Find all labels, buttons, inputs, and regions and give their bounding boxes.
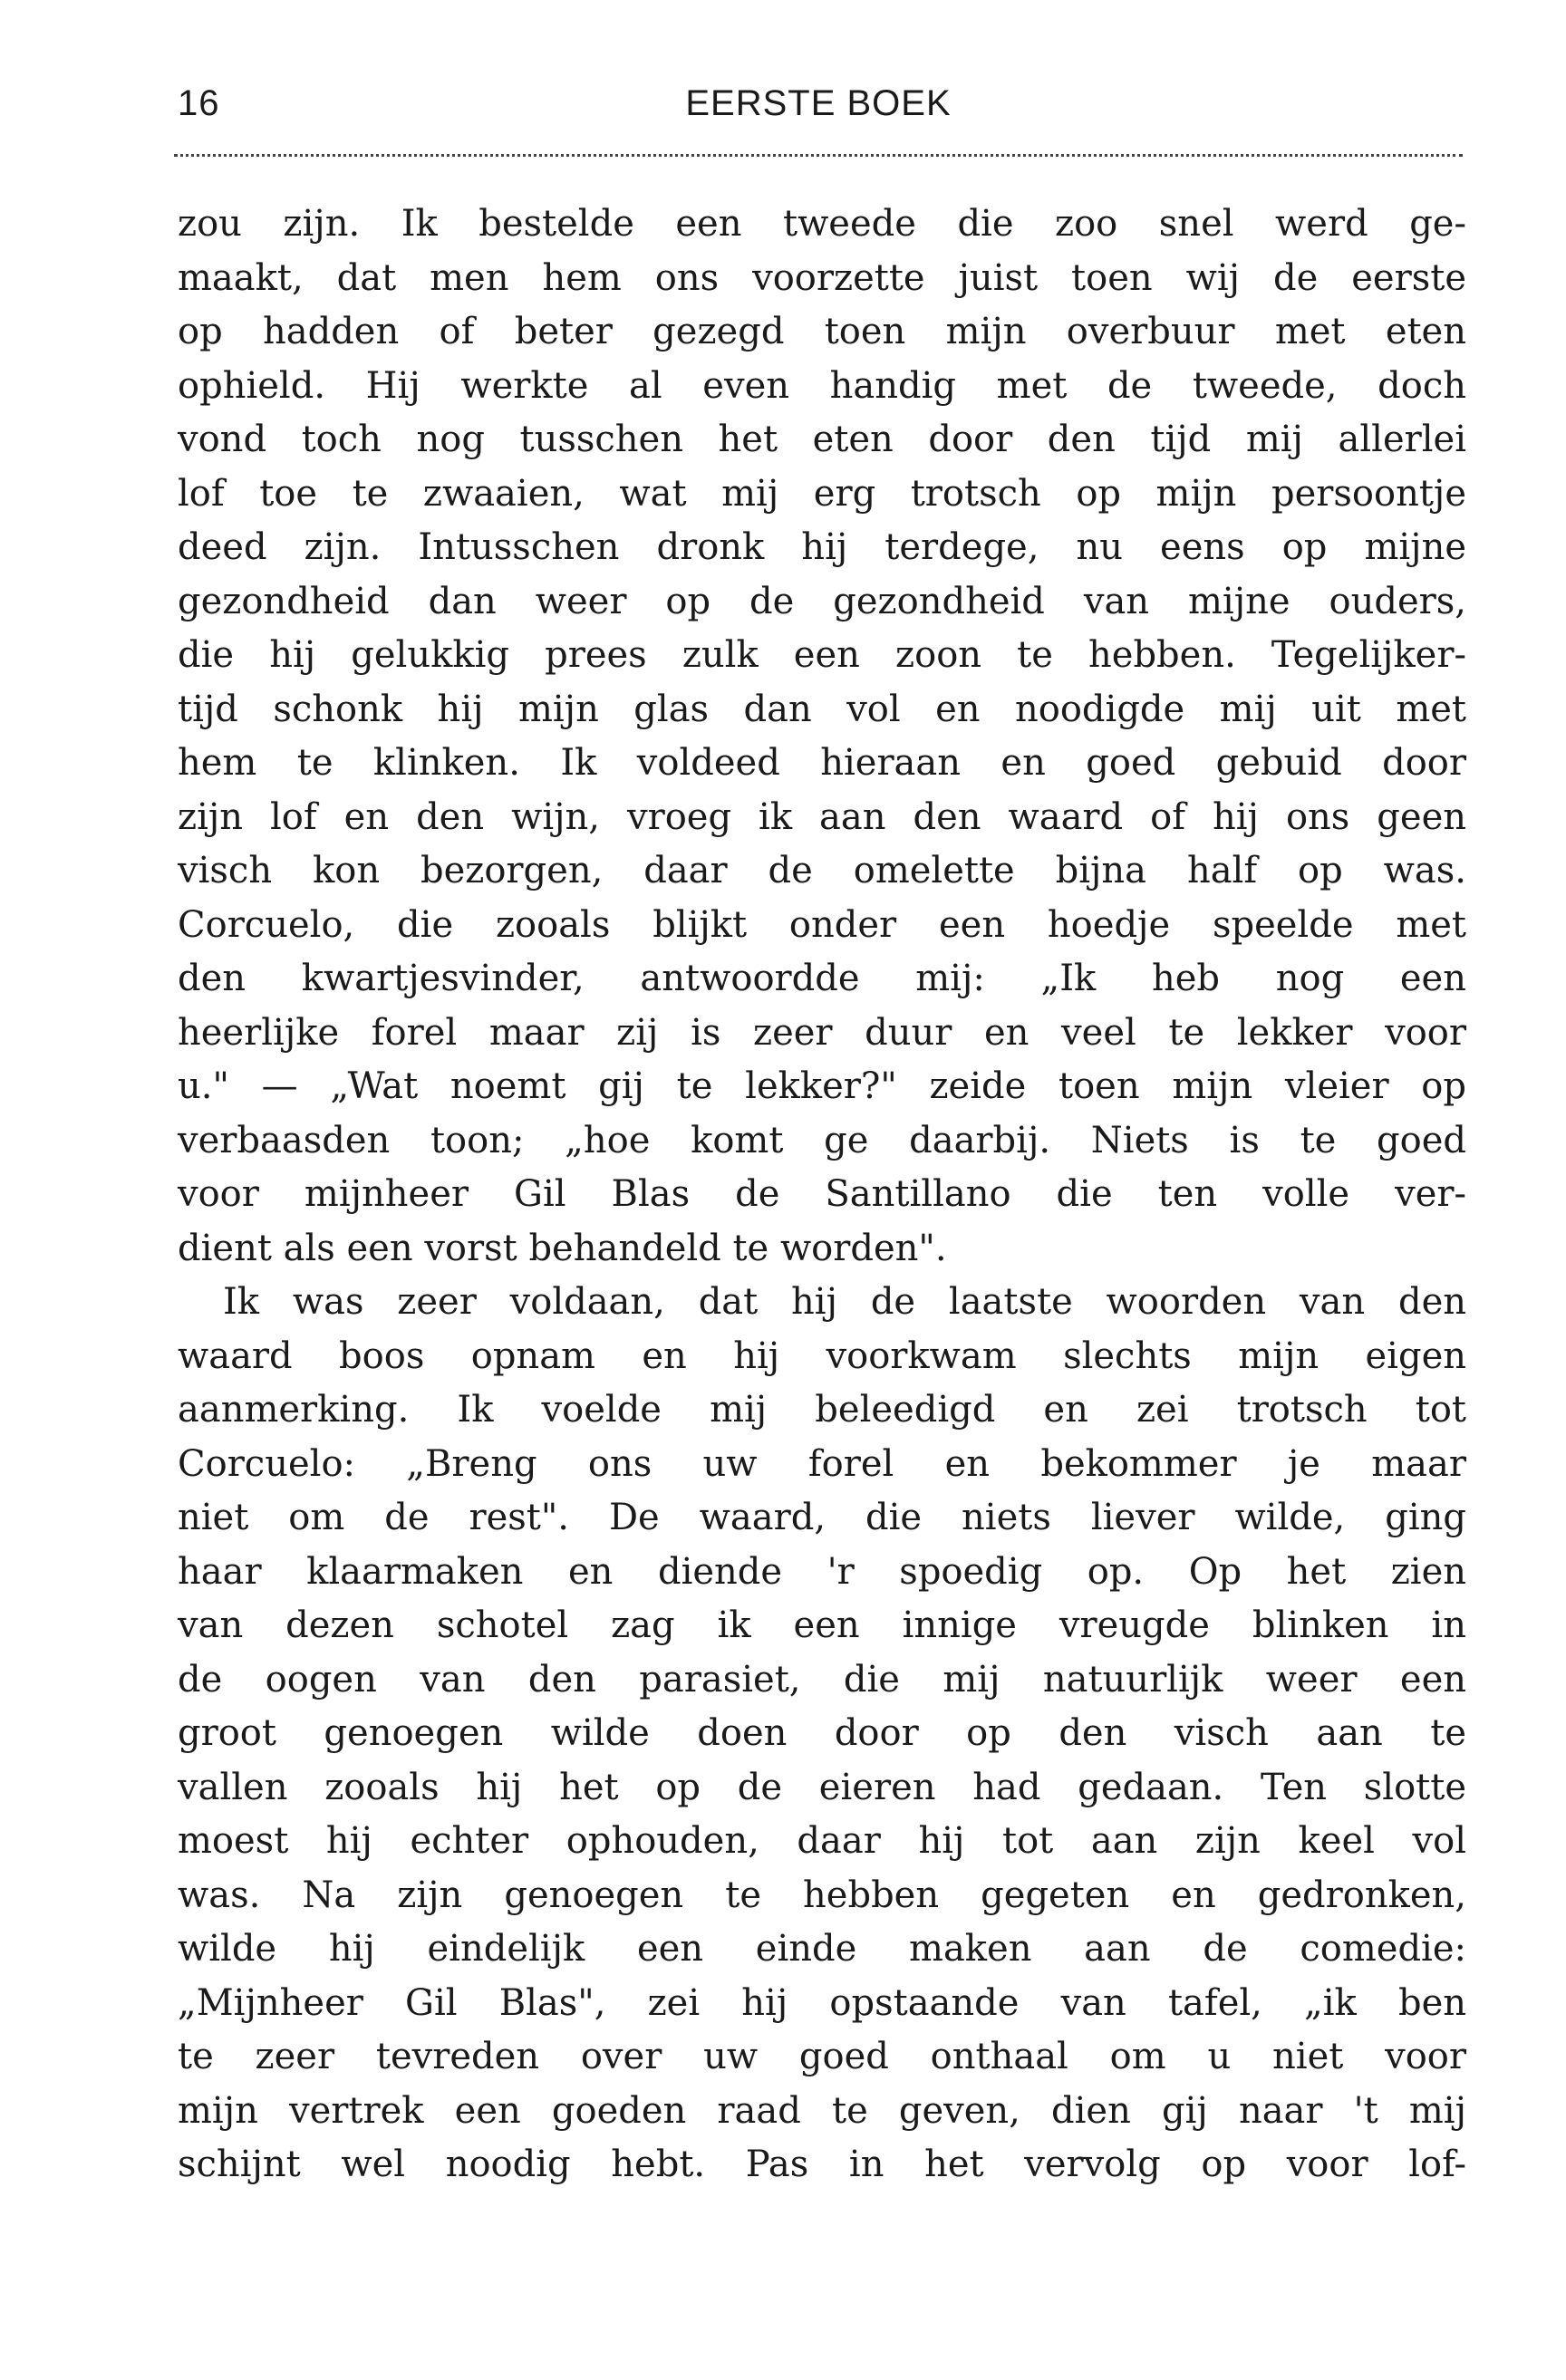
text-line: vallen zooals hij het op de eieren had gedaan. Ten slotte [178, 1766, 1466, 1808]
text-line: zijn lof en den wijn, vroeg ik aan den waard of hij ons geen [178, 795, 1466, 838]
text-line: op hadden of beter gezegd toen mijn overbuur met eten [178, 311, 1466, 352]
text-line: ophield. Hij werkte al even handig met de tweede, doch [178, 364, 1466, 407]
text-line: voor mijnheer Gil Blas de Santillano die ten volle ver- [178, 1173, 1466, 1215]
text-line: schijnt wel noodig hebt. Pas in het vervolg op voor lof- [178, 2144, 1466, 2185]
body-text [178, 198, 1466, 2192]
text-line: Corcuelo, die zooals blijkt onder een hoedje speelde met [178, 903, 1466, 946]
running-title: EERSTE BOEK [685, 83, 952, 123]
text-line: tijd schonk hij mijn glas dan vol en noodigde mij uit met [178, 688, 1466, 730]
text-line: van dezen schotel zag ik een innige vreugde blinken in [178, 1604, 1466, 1646]
text-line: Corcuelo: „Breng ons uw forel en bekommer je maar [178, 1442, 1466, 1485]
text-line: mijn vertrek een goeden raad te geven, dien gij naar 't mij [178, 2089, 1466, 2132]
text-line: den kwartjesvinder, antwoordde mij: „Ik heb nog een [178, 958, 1466, 999]
paragraph-end-line: dient als een vorst behandeld te worden". [178, 1227, 947, 1269]
header-divider [174, 154, 1463, 157]
text-line: deed zijn. Intusschen dronk hij terdege, nu eens op mijne [178, 526, 1466, 568]
text-line: lof toe te zwaaien, wat mij erg trotsch op mijn persoontje [178, 472, 1466, 515]
running-head [178, 83, 1459, 138]
text-line: waard boos opnam en hij voorkwam slechts mijn eigen [178, 1335, 1466, 1377]
text-line: verbaasden toon; „hoe komt ge daarbij. Niets is te goed [178, 1119, 1466, 1161]
text-line: wilde hij eindelijk een einde maken aan de comedie: [178, 1928, 1466, 1970]
text-line: zou zijn. Ik bestelde een tweede die zoo snel werd ge- [178, 203, 1466, 245]
text-line: maakt, dat men hem ons voorzette juist toen wij de eerste [178, 256, 1466, 299]
text-line: moest hij echter ophouden, daar hij tot aan zijn keel vol [178, 1820, 1466, 1862]
text-line: de oogen van den parasiet, die mij natuurlijk weer een [178, 1658, 1466, 1701]
text-line: groot genoegen wilde doen door op den visch aan te [178, 1712, 1466, 1754]
text-line: was. Na zijn genoegen te hebben gegeten en gedronken, [178, 1874, 1466, 1916]
text-line: te zeer tevreden over uw goed onthaal om u niet voor [178, 2036, 1466, 2077]
text-line: „Mijnheer Gil Blas", zei hij opstaande van tafel, „ik ben [178, 1981, 1466, 2024]
text-line: vond toch nog tusschen het eten door den tijd mij allerlei [178, 419, 1466, 460]
page-number: 16 [178, 83, 220, 123]
text-line: heerlijke forel maar zij is zeer duur en veel te lekker voor [178, 1011, 1466, 1054]
text-line: niet om de rest". De waard, die niets liever wilde, ging [178, 1497, 1466, 1538]
text-line: haar klaarmaken en diende 'r spoedig op. Op het zien [178, 1550, 1466, 1593]
text-line: hem te klinken. Ik voldeed hieraan en goed gebuid door [178, 742, 1466, 784]
text-line: visch kon bezorgen, daar de omelette bijna half op was. [178, 850, 1466, 891]
text-line: gezondheid dan weer op de gezondheid van mijne ouders, [178, 580, 1466, 622]
text-line: u." — „Wat noemt gij te lekker?" zeide toen mijn vleier op [178, 1065, 1466, 1107]
text-line: aanmerking. Ik voelde mij beleedigd en zei trotsch tot [178, 1389, 1466, 1431]
paragraph-start-line: Ik was zeer voldaan, dat hij de laatste woorden van den [223, 1281, 1466, 1323]
text-line: die hij gelukkig prees zulk een zoon te hebben. Tegelijker- [178, 634, 1466, 676]
